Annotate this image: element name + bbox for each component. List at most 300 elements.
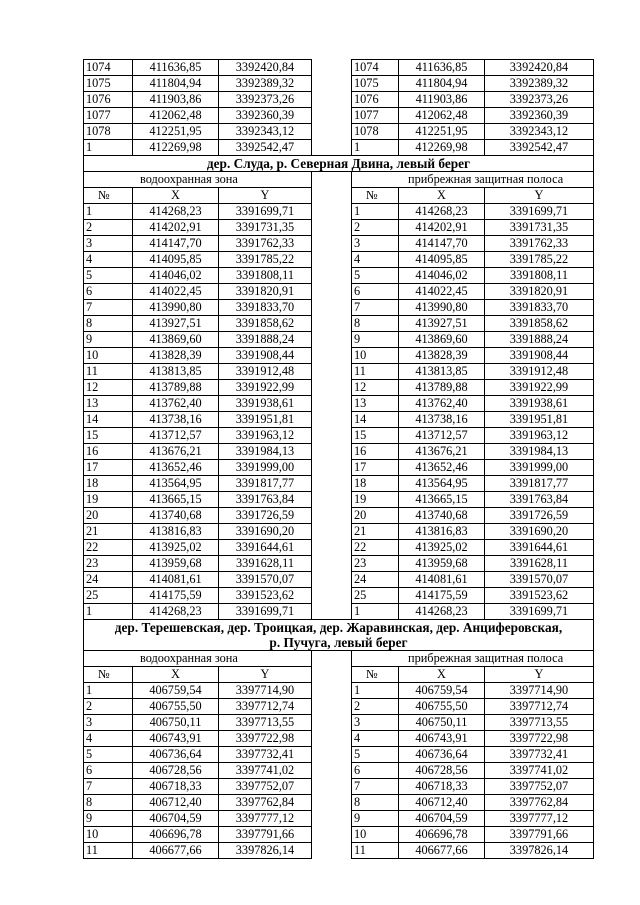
table-row	[84, 316, 594, 332]
section-title-line: дер. Слуда, р. Северная Двина, левый берег	[206, 156, 471, 171]
coord-x: 412251,95	[133, 124, 219, 140]
coord-y: 3391808,11	[485, 268, 594, 284]
column-gap	[312, 348, 352, 364]
point-number: 5	[84, 268, 133, 284]
coord-y: 3392343,12	[219, 124, 312, 140]
point-number: 3	[84, 236, 133, 252]
column-gap	[312, 651, 352, 667]
coord-x: 406696,78	[133, 827, 219, 843]
coord-x: 406736,64	[133, 747, 219, 763]
coord-y: 3392420,84	[219, 60, 312, 76]
column-gap	[312, 604, 352, 620]
column-gap	[312, 524, 352, 540]
point-number: 1074	[352, 60, 399, 76]
coord-y: 3391922,99	[485, 380, 594, 396]
coord-x: 413712,57	[399, 428, 485, 444]
section-title-line: дер. Терешевская, дер. Троицкая, дер. Жаравинская, дер. Анциферовская,	[114, 620, 563, 635]
coord-y: 3397741,02	[485, 763, 594, 779]
coord-y: 3397713,55	[219, 715, 312, 731]
coord-x: 412062,48	[399, 108, 485, 124]
coord-x: 411903,86	[133, 92, 219, 108]
table-row	[84, 396, 594, 412]
coord-y: 3392542,47	[485, 140, 594, 156]
table-row	[84, 220, 594, 236]
coord-x: 414046,02	[399, 268, 485, 284]
point-number: 3	[352, 236, 399, 252]
column-gap	[312, 396, 352, 412]
column-gap	[312, 795, 352, 811]
column-gap	[312, 476, 352, 492]
coord-y: 3391699,71	[219, 204, 312, 220]
point-number: 4	[84, 731, 133, 747]
coord-x: 406718,33	[399, 779, 485, 795]
coord-y: 3391762,33	[485, 236, 594, 252]
table-row	[84, 124, 594, 140]
point-number: 6	[352, 763, 399, 779]
point-number: 4	[352, 731, 399, 747]
coord-y: 3391699,71	[485, 204, 594, 220]
coord-x: 406736,64	[399, 747, 485, 763]
coord-x: 413816,83	[133, 524, 219, 540]
column-gap	[312, 683, 352, 699]
point-number: 20	[352, 508, 399, 524]
coord-y: 3397722,98	[485, 731, 594, 747]
coord-x: 414081,61	[133, 572, 219, 588]
column-gap	[312, 380, 352, 396]
point-number: 2	[84, 220, 133, 236]
coord-y: 3391963,12	[485, 428, 594, 444]
table-row	[84, 588, 594, 604]
section-title	[84, 156, 594, 172]
point-number: 10	[352, 827, 399, 843]
coord-y: 3391963,12	[219, 428, 312, 444]
coord-x: 406759,54	[133, 683, 219, 699]
coord-y: 3397791,66	[219, 827, 312, 843]
point-number: 12	[84, 380, 133, 396]
column-gap	[312, 316, 352, 332]
point-number: 11	[84, 843, 133, 859]
coord-y: 3391858,62	[485, 316, 594, 332]
column-gap	[312, 220, 352, 236]
coord-y: 3392373,26	[219, 92, 312, 108]
column-gap	[312, 284, 352, 300]
column-gap	[312, 140, 352, 156]
column-header: X	[399, 667, 485, 683]
column-gap	[312, 699, 352, 715]
column-header: X	[133, 188, 219, 204]
table-row	[84, 843, 594, 859]
table-row	[84, 92, 594, 108]
coord-y: 3391763,84	[485, 492, 594, 508]
column-gap	[312, 779, 352, 795]
column-gap	[312, 76, 352, 92]
point-number: 18	[352, 476, 399, 492]
column-gap	[312, 508, 352, 524]
column-gap	[312, 715, 352, 731]
point-number: 8	[352, 316, 399, 332]
point-number: 1	[352, 604, 399, 620]
coord-y: 3397714,90	[485, 683, 594, 699]
point-number: 21	[84, 524, 133, 540]
table-row	[84, 747, 594, 763]
coord-x: 413828,39	[133, 348, 219, 364]
coord-y: 3397777,12	[485, 811, 594, 827]
coord-x: 406704,59	[133, 811, 219, 827]
section-title-row	[84, 620, 594, 651]
point-number: 1077	[352, 108, 399, 124]
point-number: 7	[352, 779, 399, 795]
point-number: 19	[84, 492, 133, 508]
coord-x: 406743,91	[133, 731, 219, 747]
table-row	[84, 572, 594, 588]
coord-x: 414147,70	[399, 236, 485, 252]
coord-y: 3391984,13	[219, 444, 312, 460]
column-header-row	[84, 667, 594, 683]
point-number: 2	[352, 220, 399, 236]
coord-x: 413925,02	[133, 540, 219, 556]
coord-y: 3391628,11	[219, 556, 312, 572]
table-row	[84, 140, 594, 156]
column-header: Y	[485, 667, 594, 683]
coord-x: 406728,56	[133, 763, 219, 779]
table-row	[84, 444, 594, 460]
coord-y: 3391731,35	[485, 220, 594, 236]
coord-x: 406712,40	[133, 795, 219, 811]
table-row	[84, 827, 594, 843]
coord-x: 406677,66	[399, 843, 485, 859]
point-number: 8	[84, 316, 133, 332]
point-number: 10	[352, 348, 399, 364]
coord-y: 3391833,70	[219, 300, 312, 316]
column-gap	[312, 108, 352, 124]
coord-x: 406704,59	[399, 811, 485, 827]
coord-y: 3391820,91	[219, 284, 312, 300]
coord-x: 412269,98	[133, 140, 219, 156]
table-row	[84, 795, 594, 811]
table-row	[84, 779, 594, 795]
point-number: 3	[352, 715, 399, 731]
column-header-row	[84, 188, 594, 204]
coord-x: 413676,21	[133, 444, 219, 460]
column-gap	[312, 124, 352, 140]
point-number: 14	[352, 412, 399, 428]
table-row	[84, 364, 594, 380]
table-row	[84, 412, 594, 428]
coord-y: 3397826,14	[485, 843, 594, 859]
table-row	[84, 236, 594, 252]
column-gap	[312, 556, 352, 572]
coord-x: 412269,98	[399, 140, 485, 156]
coord-x: 413762,40	[399, 396, 485, 412]
coord-y: 3391951,81	[219, 412, 312, 428]
point-number: 1076	[352, 92, 399, 108]
coord-x: 414147,70	[133, 236, 219, 252]
point-number: 17	[352, 460, 399, 476]
coord-y: 3391984,13	[485, 444, 594, 460]
coord-y: 3391570,07	[485, 572, 594, 588]
coord-y: 3392420,84	[485, 60, 594, 76]
zone-header-row	[84, 172, 594, 188]
coord-x: 413927,51	[399, 316, 485, 332]
coord-y: 3391999,00	[219, 460, 312, 476]
point-number: 1	[352, 683, 399, 699]
coord-y: 3391817,77	[219, 476, 312, 492]
coord-y: 3397826,14	[219, 843, 312, 859]
table-row	[84, 252, 594, 268]
coord-x: 413789,88	[399, 380, 485, 396]
coord-x: 413925,02	[399, 540, 485, 556]
coord-y: 3391763,84	[219, 492, 312, 508]
point-number: 25	[84, 588, 133, 604]
coord-x: 413959,68	[133, 556, 219, 572]
column-gap	[312, 827, 352, 843]
table-row	[84, 699, 594, 715]
coord-x: 413676,21	[399, 444, 485, 460]
section-title	[84, 620, 594, 651]
coord-y: 3391731,35	[219, 220, 312, 236]
point-number: 8	[352, 795, 399, 811]
point-number: 5	[352, 268, 399, 284]
coord-x: 413869,60	[399, 332, 485, 348]
column-header: X	[133, 667, 219, 683]
column-gap	[312, 572, 352, 588]
coord-y: 3397732,41	[485, 747, 594, 763]
table-row	[84, 731, 594, 747]
table-row	[84, 492, 594, 508]
column-header: Y	[219, 667, 312, 683]
coord-x: 406743,91	[399, 731, 485, 747]
coord-y: 3391912,48	[485, 364, 594, 380]
coord-y: 3397722,98	[219, 731, 312, 747]
coord-x: 406712,40	[399, 795, 485, 811]
coord-x: 406755,50	[399, 699, 485, 715]
coord-y: 3392389,32	[485, 76, 594, 92]
table-row	[84, 540, 594, 556]
table-row	[84, 300, 594, 316]
water-protection-zone-label: водоохранная зона	[84, 172, 312, 188]
column-gap	[312, 92, 352, 108]
coord-x: 406759,54	[399, 683, 485, 699]
coord-x: 413959,68	[399, 556, 485, 572]
coord-y: 3397762,84	[219, 795, 312, 811]
table-row	[84, 811, 594, 827]
coord-y: 3397712,74	[219, 699, 312, 715]
coord-x: 414022,45	[133, 284, 219, 300]
coord-y: 3397777,12	[219, 811, 312, 827]
coord-y: 3397762,84	[485, 795, 594, 811]
coord-x: 414202,91	[399, 220, 485, 236]
coord-y: 3391785,22	[219, 252, 312, 268]
point-number: 1075	[352, 76, 399, 92]
coord-x: 406696,78	[399, 827, 485, 843]
coord-y: 3391912,48	[219, 364, 312, 380]
coord-y: 3391820,91	[485, 284, 594, 300]
column-gap	[312, 268, 352, 284]
coord-y: 3391908,44	[485, 348, 594, 364]
point-number: 6	[84, 763, 133, 779]
coordinate-sheet	[83, 59, 593, 859]
point-number: 13	[352, 396, 399, 412]
column-gap	[312, 540, 352, 556]
coord-x: 413927,51	[133, 316, 219, 332]
point-number: 14	[84, 412, 133, 428]
coord-y: 3391858,62	[219, 316, 312, 332]
point-number: 18	[84, 476, 133, 492]
point-number: 24	[352, 572, 399, 588]
point-number: 1	[84, 204, 133, 220]
coord-y: 3391762,33	[219, 236, 312, 252]
coord-y: 3391785,22	[485, 252, 594, 268]
table-row	[84, 524, 594, 540]
column-gap	[312, 188, 352, 204]
column-gap	[312, 731, 352, 747]
coord-x: 414202,91	[133, 220, 219, 236]
coord-x: 413665,15	[399, 492, 485, 508]
zone-header-row	[84, 651, 594, 667]
column-gap	[312, 428, 352, 444]
table-row	[84, 460, 594, 476]
table-row	[84, 76, 594, 92]
table-row	[84, 683, 594, 699]
point-number: 1	[84, 683, 133, 699]
coord-y: 3391570,07	[219, 572, 312, 588]
coord-x: 414268,23	[133, 204, 219, 220]
coord-y: 3391938,61	[485, 396, 594, 412]
coord-y: 3397741,02	[219, 763, 312, 779]
table-row	[84, 284, 594, 300]
coord-x: 413564,95	[399, 476, 485, 492]
coord-y: 3392360,39	[219, 108, 312, 124]
table-row	[84, 108, 594, 124]
coord-y: 3391690,20	[219, 524, 312, 540]
point-number: 1076	[84, 92, 133, 108]
coord-y: 3391644,61	[485, 540, 594, 556]
coord-x: 413564,95	[133, 476, 219, 492]
point-number: 3	[84, 715, 133, 731]
column-gap	[312, 811, 352, 827]
coord-x: 406755,50	[133, 699, 219, 715]
column-header: №	[352, 667, 399, 683]
point-number: 22	[84, 540, 133, 556]
point-number: 22	[352, 540, 399, 556]
coord-x: 411636,85	[399, 60, 485, 76]
coord-x: 414175,59	[133, 588, 219, 604]
column-header: Y	[219, 188, 312, 204]
point-number: 9	[84, 332, 133, 348]
coordinate-table	[83, 59, 594, 859]
coord-x: 413665,15	[133, 492, 219, 508]
coord-x: 413738,16	[133, 412, 219, 428]
coord-y: 3397712,74	[485, 699, 594, 715]
coord-x: 414268,23	[399, 604, 485, 620]
coord-y: 3391951,81	[485, 412, 594, 428]
coord-x: 406677,66	[133, 843, 219, 859]
table-row	[84, 715, 594, 731]
section-title-line: р. Пучуга, левый берег	[269, 635, 408, 650]
point-number: 1077	[84, 108, 133, 124]
coord-y: 3397713,55	[485, 715, 594, 731]
point-number: 17	[84, 460, 133, 476]
table-row	[84, 348, 594, 364]
column-gap	[312, 204, 352, 220]
coord-x: 406718,33	[133, 779, 219, 795]
table-row	[84, 204, 594, 220]
point-number: 4	[84, 252, 133, 268]
column-header: Y	[485, 188, 594, 204]
column-gap	[312, 60, 352, 76]
coord-x: 413869,60	[133, 332, 219, 348]
point-number: 20	[84, 508, 133, 524]
coord-x: 414022,45	[399, 284, 485, 300]
coord-y: 3397752,07	[485, 779, 594, 795]
coord-y: 3391888,24	[485, 332, 594, 348]
coord-y: 3392343,12	[485, 124, 594, 140]
coord-y: 3391699,71	[219, 604, 312, 620]
column-header: X	[399, 188, 485, 204]
table-row	[84, 604, 594, 620]
point-number: 1	[352, 140, 399, 156]
point-number: 2	[84, 699, 133, 715]
coord-y: 3391644,61	[219, 540, 312, 556]
coastal-strip-label: прибрежная защитная полоса	[352, 172, 594, 188]
coord-x: 414268,23	[399, 204, 485, 220]
table-row	[84, 556, 594, 572]
coord-y: 3391699,71	[485, 604, 594, 620]
table-row	[84, 268, 594, 284]
point-number: 16	[352, 444, 399, 460]
coord-x: 411804,94	[399, 76, 485, 92]
coord-x: 413789,88	[133, 380, 219, 396]
point-number: 7	[352, 300, 399, 316]
point-number: 15	[352, 428, 399, 444]
column-gap	[312, 763, 352, 779]
coord-y: 3391726,59	[485, 508, 594, 524]
point-number: 5	[84, 747, 133, 763]
column-gap	[312, 588, 352, 604]
coord-x: 406750,11	[133, 715, 219, 731]
point-number: 15	[84, 428, 133, 444]
coord-x: 414175,59	[399, 588, 485, 604]
column-gap	[312, 332, 352, 348]
coord-x: 413712,57	[133, 428, 219, 444]
coord-y: 3391817,77	[485, 476, 594, 492]
coord-x: 412251,95	[399, 124, 485, 140]
column-gap	[312, 412, 352, 428]
coord-x: 413816,83	[399, 524, 485, 540]
point-number: 11	[84, 364, 133, 380]
coord-x: 414095,85	[399, 252, 485, 268]
coord-y: 3392360,39	[485, 108, 594, 124]
column-header: №	[84, 667, 133, 683]
coord-y: 3391523,62	[219, 588, 312, 604]
coord-y: 3391808,11	[219, 268, 312, 284]
coord-x: 413740,68	[133, 508, 219, 524]
coord-x: 411636,85	[133, 60, 219, 76]
coord-x: 414095,85	[133, 252, 219, 268]
coord-x: 414081,61	[399, 572, 485, 588]
point-number: 1078	[84, 124, 133, 140]
column-gap	[312, 300, 352, 316]
point-number: 2	[352, 699, 399, 715]
coord-y: 3391938,61	[219, 396, 312, 412]
coord-y: 3391628,11	[485, 556, 594, 572]
coord-y: 3391888,24	[219, 332, 312, 348]
coord-x: 414268,23	[133, 604, 219, 620]
coord-y: 3391690,20	[485, 524, 594, 540]
point-number: 24	[84, 572, 133, 588]
point-number: 11	[352, 843, 399, 859]
point-number: 9	[352, 332, 399, 348]
